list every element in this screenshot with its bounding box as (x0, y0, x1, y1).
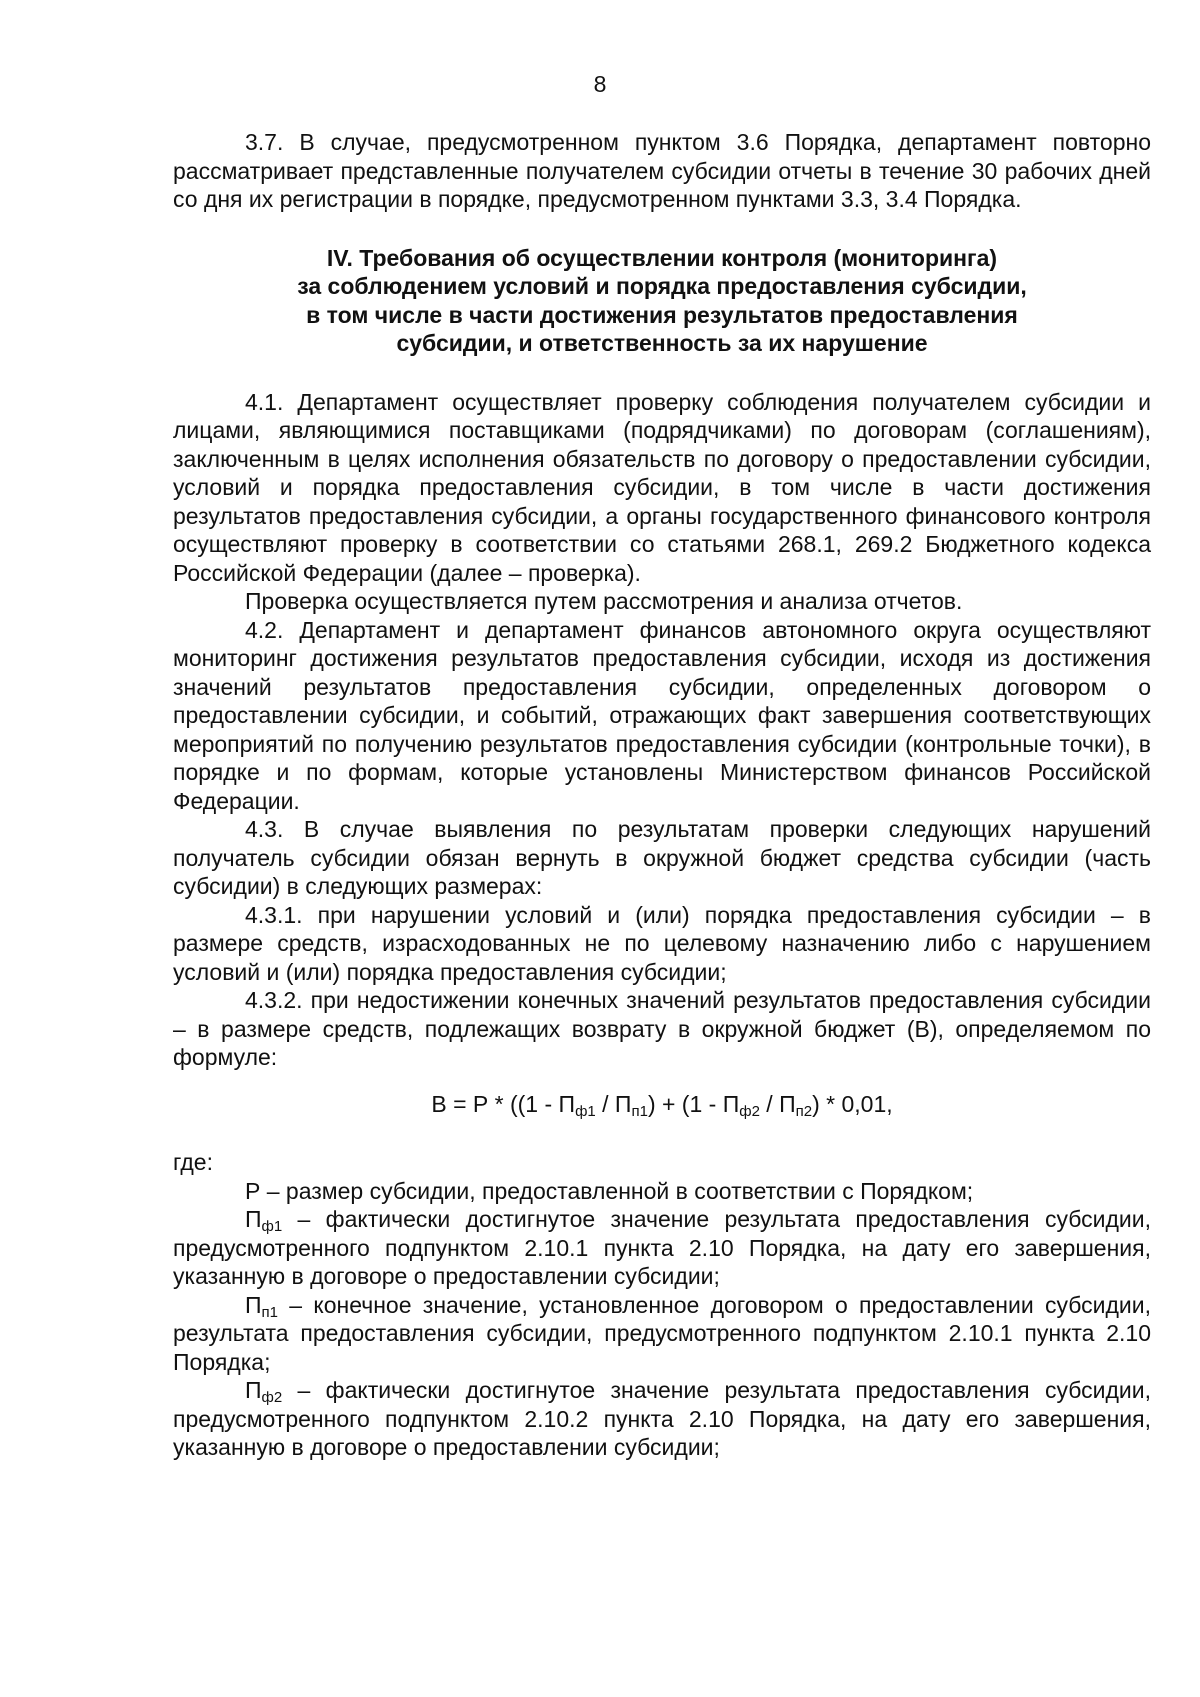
formula-sub-3: ф2 (739, 1102, 760, 1120)
pf2-symbol: П (245, 1377, 262, 1403)
formula-sub-4: п2 (795, 1102, 813, 1120)
pf1-subscript: ф1 (261, 1218, 283, 1235)
document-body (173, 128, 1151, 1462)
paragraph-3-7: 3.7. В случае, предусмотренном пунктом 3.6 Порядка, департамент повторно рассматривает представленные получателем субсидии отчеты в течение 30 рабочих дней со дня их регистрации в порядке, предусмотренном пунктами 3.3, 3.4 Порядка. (173, 129, 1151, 212)
paragraph-4-3-1: 4.3.1. при нарушении условий и (или) порядка предоставления субсидии – в размере средств, израсходованных не по целевому назначению либо с нарушением условий и (или) порядка предоставления субсидии; (173, 901, 1151, 985)
formula-part-4: / П (759, 1090, 796, 1117)
formula-part-2: / П (595, 1090, 632, 1117)
pp1-symbol: П (245, 1291, 262, 1318)
pp1-subscript: п1 (261, 1303, 278, 1321)
pf2-text: – фактически достигнутое значение результата предоставления субсидии, предусмотренного подпунктом 2.10.2 пункта 2.10 Порядка, на дату его завершения, указанную в договоре о предоставлении субсидии; (173, 1377, 1151, 1460)
heading-line-4: субсидии, и ответственность за их нарушение (396, 330, 928, 356)
paragraph-4-1: 4.1. Департамент осуществляет проверку соблюдения получателем субсидии и лицами, являющимися поставщиками (подрядчиками) по договорам (соглашениям), заключенным в целях исполнения обязательств по договору о предоставлении субсидии, условий и порядка предоставления субсидии, в том числе в части достижения результатов предоставления субсидии, а органы государственного финансового контроля осуществляют проверку в соответствии со статьями 268.1, 269.2 Бюджетного кодекса Российской Федерации (далее – проверка). (173, 388, 1151, 586)
formula-sub-2: п1 (631, 1102, 648, 1120)
paragraph-4-3: 4.3. В случае выявления по результатам проверки следующих нарушений получатель субсидии обязан вернуть в окружной бюджет средства субсидии (часть субсидии) в следующих размерах: (173, 816, 1151, 899)
formula-part-3: ) + (1 - П (647, 1090, 740, 1117)
paragraph-4-3-2: 4.3.2. при недостижении конечных значений результатов предоставления субсидии – в размере средств, подлежащих возврату в окружной бюджет (В), определяемом по формуле: (173, 987, 1151, 1070)
return-formula (173, 1090, 1151, 1119)
paragraph-4-1-check: Проверка осуществляется путем рассмотрения и анализа отчетов. (245, 588, 963, 614)
where-label: где: (173, 1149, 213, 1175)
page-number: 8 (593, 71, 607, 97)
pf1-symbol: П (245, 1206, 262, 1232)
formula-part-5: ) * 0,01, (812, 1090, 893, 1117)
pf1-text: – фактически достигнутое значение результата предоставления субсидии, предусмотренного подпунктом 2.10.1 пункта 2.10 Порядка, на дату его завершения, указанную в договоре о предоставлении субсидии; (173, 1206, 1151, 1289)
heading-line-1: IV. Требования об осуществлении контроля (мониторинга) (326, 244, 998, 271)
heading-line-3: в том числе в части достижения результатов предоставления (306, 301, 1018, 328)
pp1-text: – конечное значение, установленное договором о предоставлении субсидии, результата предоставления субсидии, предусмотренного подпунктом 2.10.1 пункта 2.10 Порядка; (173, 1291, 1151, 1375)
pf2-subscript: ф2 (261, 1389, 283, 1406)
definition-pf1 (173, 1205, 1151, 1291)
formula-sub-1: ф1 (575, 1102, 596, 1120)
formula-part-1: В = Р * ((1 - П (431, 1090, 576, 1117)
definition-pp1 (173, 1291, 1151, 1377)
heading-line-2: за соблюдением условий и порядка предоставления субсидии, (297, 273, 1027, 299)
paragraph-4-2: 4.2. Департамент и департамент финансов автономного округа осуществляют мониторинг достижения результатов предоставления субсидии, исходя из достижения значений результатов предоставления субсидии, определенных договором о предоставлении субсидии, и событий, отражающих факт завершения соответствующих мероприятий по получению результатов предоставления субсидии (контрольные точки), в порядке и по формам, которые установлены Министерством финансов Российской Федерации. (173, 616, 1151, 814)
definition-pf2 (173, 1376, 1151, 1462)
definition-r: Р – размер субсидии, предоставленной в соответствии с Порядком; (245, 1177, 974, 1204)
section-iv-heading (173, 244, 1151, 358)
